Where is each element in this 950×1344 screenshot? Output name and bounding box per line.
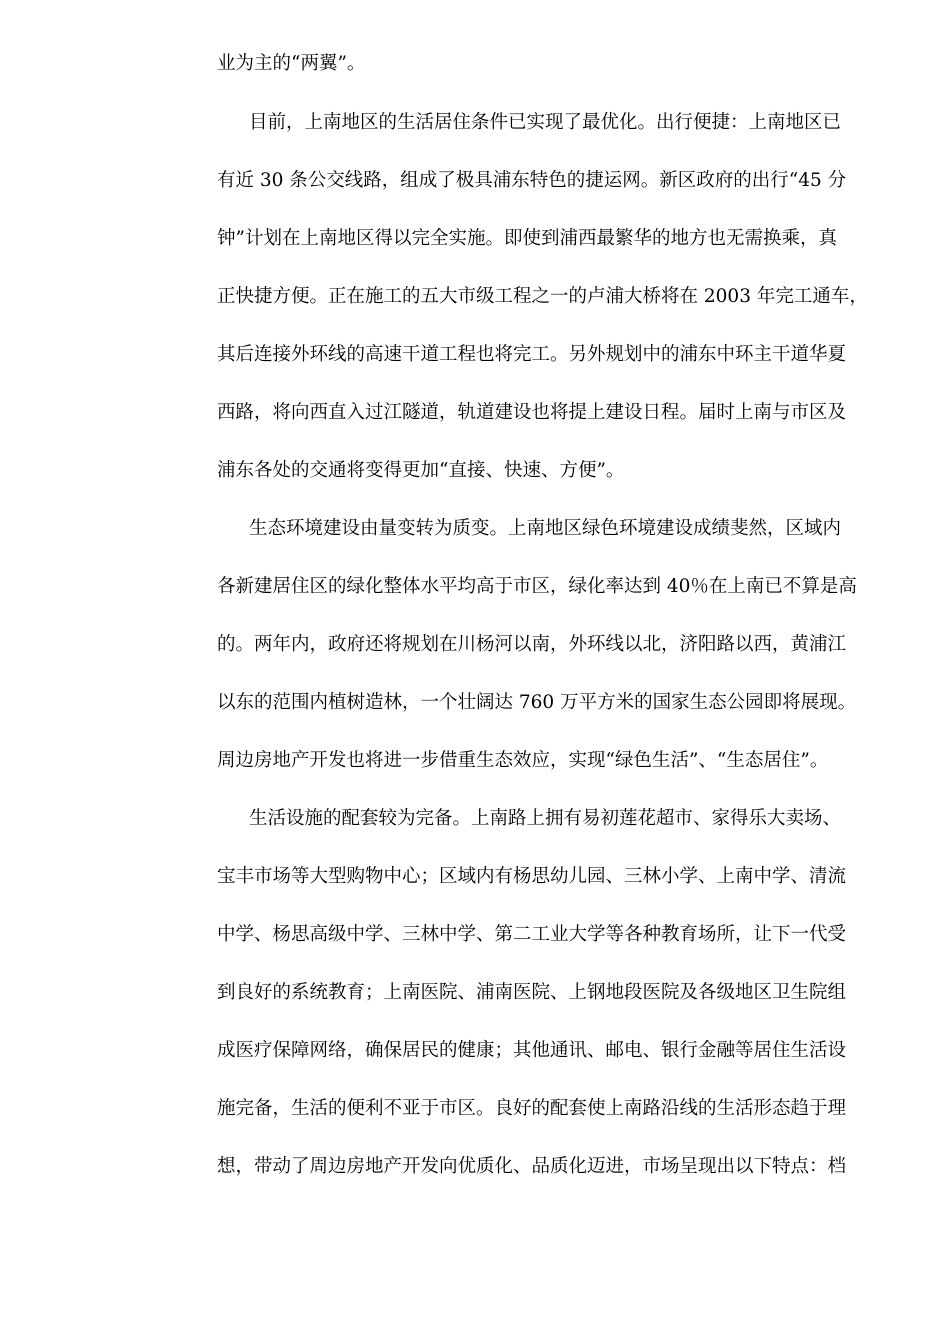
paragraph-first-line: 生活设施的配套较为完备。上南路上拥有易初莲花超市、家得乐大卖场、: [249, 808, 842, 829]
text-line: 中学、杨思高级中学、三林中学、第二工业大学等各种教育场所，让下一代受: [217, 924, 847, 945]
text-line: 的。两年内，政府还将规划在川杨河以南，外环线以北，济阳路以西，黄浦江: [217, 634, 847, 655]
text-line: 宝丰市场等大型购物中心；区域内有杨思幼儿园、三林小学、上南中学、清流: [217, 866, 847, 887]
text-line: 以东的范围内植树造林，一个壮阔达 760 万平方米的国家生态公园即将展现。: [217, 692, 857, 713]
text-line: 各新建居住区的绿化整体水平均高于市区，绿化率达到 40％在上南已不算是高: [217, 576, 857, 597]
text-line: 正快捷方便。正在施工的五大市级工程之一的卢浦大桥将在 2003 年完工通车，: [217, 286, 868, 307]
text-line: 浦东各处的交通将变得更加“直接、快速、方便”。: [217, 460, 625, 481]
text-line: 业为主的“两翼”。: [217, 53, 366, 74]
text-line: 其后连接外环线的高速干道工程也将完工。另外规划中的浦东中环主干道华夏: [217, 344, 847, 365]
text-line: 有近 30 条公交线路，组成了极具浦东特色的捷运网。新区政府的出行“45 分: [217, 170, 847, 191]
text-line: 周边房地产开发也将进一步借重生态效应，实现“绿色生活”、“生态居住”。: [217, 750, 829, 771]
paragraph-first-line: 生态环境建设由量变转为质变。上南地区绿色环境建设成绩斐然，区域内: [249, 518, 842, 539]
text-line: 西路，将向西直入过江隧道，轨道建设也将提上建设日程。届时上南与市区及: [217, 402, 847, 423]
paragraph-first-line: 目前，上南地区的生活居住条件已实现了最优化。出行便捷：上南地区已: [249, 112, 842, 133]
text-line: 成医疗保障网络，确保居民的健康；其他通讯、邮电、银行金融等居住生活设: [217, 1040, 847, 1061]
text-line: 施完备，生活的便利不亚于市区。良好的配套使上南路沿线的生活形态趋于理: [217, 1098, 847, 1119]
text-line: 钟”计划在上南地区得以完全实施。即使到浦西最繁华的地方也无需换乘，真: [217, 228, 837, 249]
text-line: 想，带动了周边房地产开发向优质化、品质化迈进，市场呈现出以下特点：档: [217, 1156, 847, 1177]
text-line: 到良好的系统教育；上南医院、浦南医院、上钢地段医院及各级地区卫生院组: [217, 982, 847, 1003]
